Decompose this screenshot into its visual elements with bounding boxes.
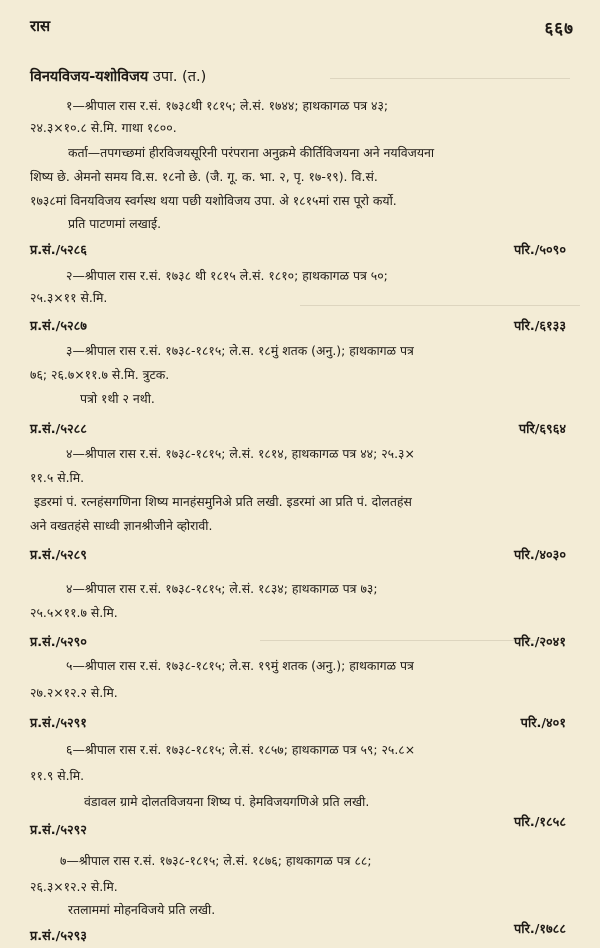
page-number: ६६७ <box>544 19 574 39</box>
entry-line: ७—श्रीपाल रास र.सं. १७३८-१८१५; ले.सं. १८७६; हाथकागळ पत्र ८८; <box>60 853 372 868</box>
catalog-reference: परि./१७८८ <box>514 922 566 937</box>
entry-note: वंडावल ग्रामे दोलतविजयना शिष्य पं. हेमविजयगणिअे प्रति लखी. <box>84 794 370 809</box>
entry-line: २५.५×११.७ से.मि. <box>30 605 118 620</box>
running-head: रास <box>30 17 51 35</box>
entry-line: २४.३×१०.८ से.मि. गाथा १८००. <box>30 120 177 135</box>
catalog-reference: परि./६१३३ <box>514 319 566 334</box>
catalog-reference: परि/६९६४ <box>518 422 566 437</box>
catalog-reference: परि./४०१ <box>520 716 566 731</box>
entry-line: २५.३×११ से.मि. <box>30 290 108 305</box>
accession-number: प्र.सं./५२८६ <box>30 243 87 258</box>
entry-line: ११.९ से.मि. <box>30 768 85 783</box>
entry-note: इडरमां पं. रत्नहंसगणिना शिष्य मानहंसमुनिअे प्रति लखी. इडरमां आ प्रति पं. दोलतहंस <box>34 494 412 509</box>
entry-line: ५—श्रीपाल रास र.सं. १७३८-१८१५; ले.स. १९मुं शतक (अनु.); हाथकागळ पत्र <box>66 658 414 673</box>
section-title-suffix: उपा. (त.) <box>152 69 207 85</box>
entry-line: ४—श्रीपाल रास र.सं. १७३८-१८१५; ले.सं. १८३४; हाथकागळ पत्र ७३; <box>66 581 378 596</box>
entry-line: २६.३×१२.२ से.मि. <box>30 879 118 894</box>
page-header <box>0 16 600 40</box>
entry-line: ६—श्रीपाल रास र.सं. १७३८-१८१५; ले.सं. १८५७; हाथकागळ पत्र ५९; २५.८× <box>66 742 416 757</box>
entry-line: १—श्रीपाल रास र.सं. १७३८थी १८१५; ले.सं. १७४४; हाथकागळ पत्र ४३; <box>66 98 389 113</box>
entry-line: २७.२×१२.२ से.मि. <box>30 685 118 700</box>
accession-number: प्र.सं./५२९१ <box>30 716 87 731</box>
section-title <box>30 66 206 86</box>
accession-number: प्र.सं./५२८९ <box>30 548 87 563</box>
entry-note: रतलाममां मोहनविजये प्रति लखी. <box>68 902 216 917</box>
section-title-main: विनयविजय-यशोविजय <box>30 69 149 85</box>
entry-note: कर्ता—तपगच्छमां हीरविजयसूरिनी परंपराना अनुक्रमे कीर्तिविजयना अने नयविजयना <box>68 145 435 160</box>
accession-number: प्र.सं./५२८८ <box>30 422 87 437</box>
bleed-through-rule <box>330 78 570 79</box>
entry-line: ११.५ से.मि. <box>30 470 85 485</box>
entry-line: ७६; २६.७×११.७ से.मि. त्रुटक. <box>30 367 170 382</box>
accession-number: प्र.सं./५२९२ <box>30 823 87 838</box>
entry-note: १७३८मां विनयविजय स्वर्गस्थ थया पछी यशोविजय उपा. अे १८१५मां रास पूरो कर्यो. <box>30 193 397 208</box>
entry-note: अने वखतहंसे साध्वी ज्ञानश्रीजीने व्होरावी. <box>30 518 213 533</box>
accession-number: प्र.सं./५२९० <box>30 635 87 650</box>
entry-note: शिष्य छे. अेमनो समय वि.स. १८नो छे. (जै. गू. क. भा. २, पृ. १७-१९). वि.सं. <box>30 169 378 184</box>
catalog-reference: परि./५०९० <box>514 243 566 258</box>
entry-note: प्रति पाटणमां लखाई. <box>68 216 162 231</box>
accession-number: प्र.सं./५२८७ <box>30 319 87 334</box>
entry-line: ४—श्रीपाल रास र.सं. १७३८-१८१५; ले.सं. १८१४, हाथकागळ पत्र ४४; २५.३× <box>66 446 415 461</box>
accession-number: प्र.सं./५२९३ <box>30 929 87 944</box>
catalog-reference: परि./१८५८ <box>514 815 566 830</box>
catalog-reference: परि./२०४१ <box>514 635 566 650</box>
entry-note: पत्रो १थी २ नथी. <box>80 391 155 406</box>
entry-line: २—श्रीपाल रास र.सं. १७३८ थी १८१५ ले.सं. १८१०; हाथकागळ पत्र ५०; <box>66 268 388 283</box>
catalog-reference: परि./४०३० <box>514 548 566 563</box>
entry-line: ३—श्रीपाल रास र.सं. १७३८-१८१५; ले.स. १८मुं शतक (अनु.); हाथकागळ पत्र <box>66 343 414 358</box>
bleed-through-rule <box>300 305 580 306</box>
